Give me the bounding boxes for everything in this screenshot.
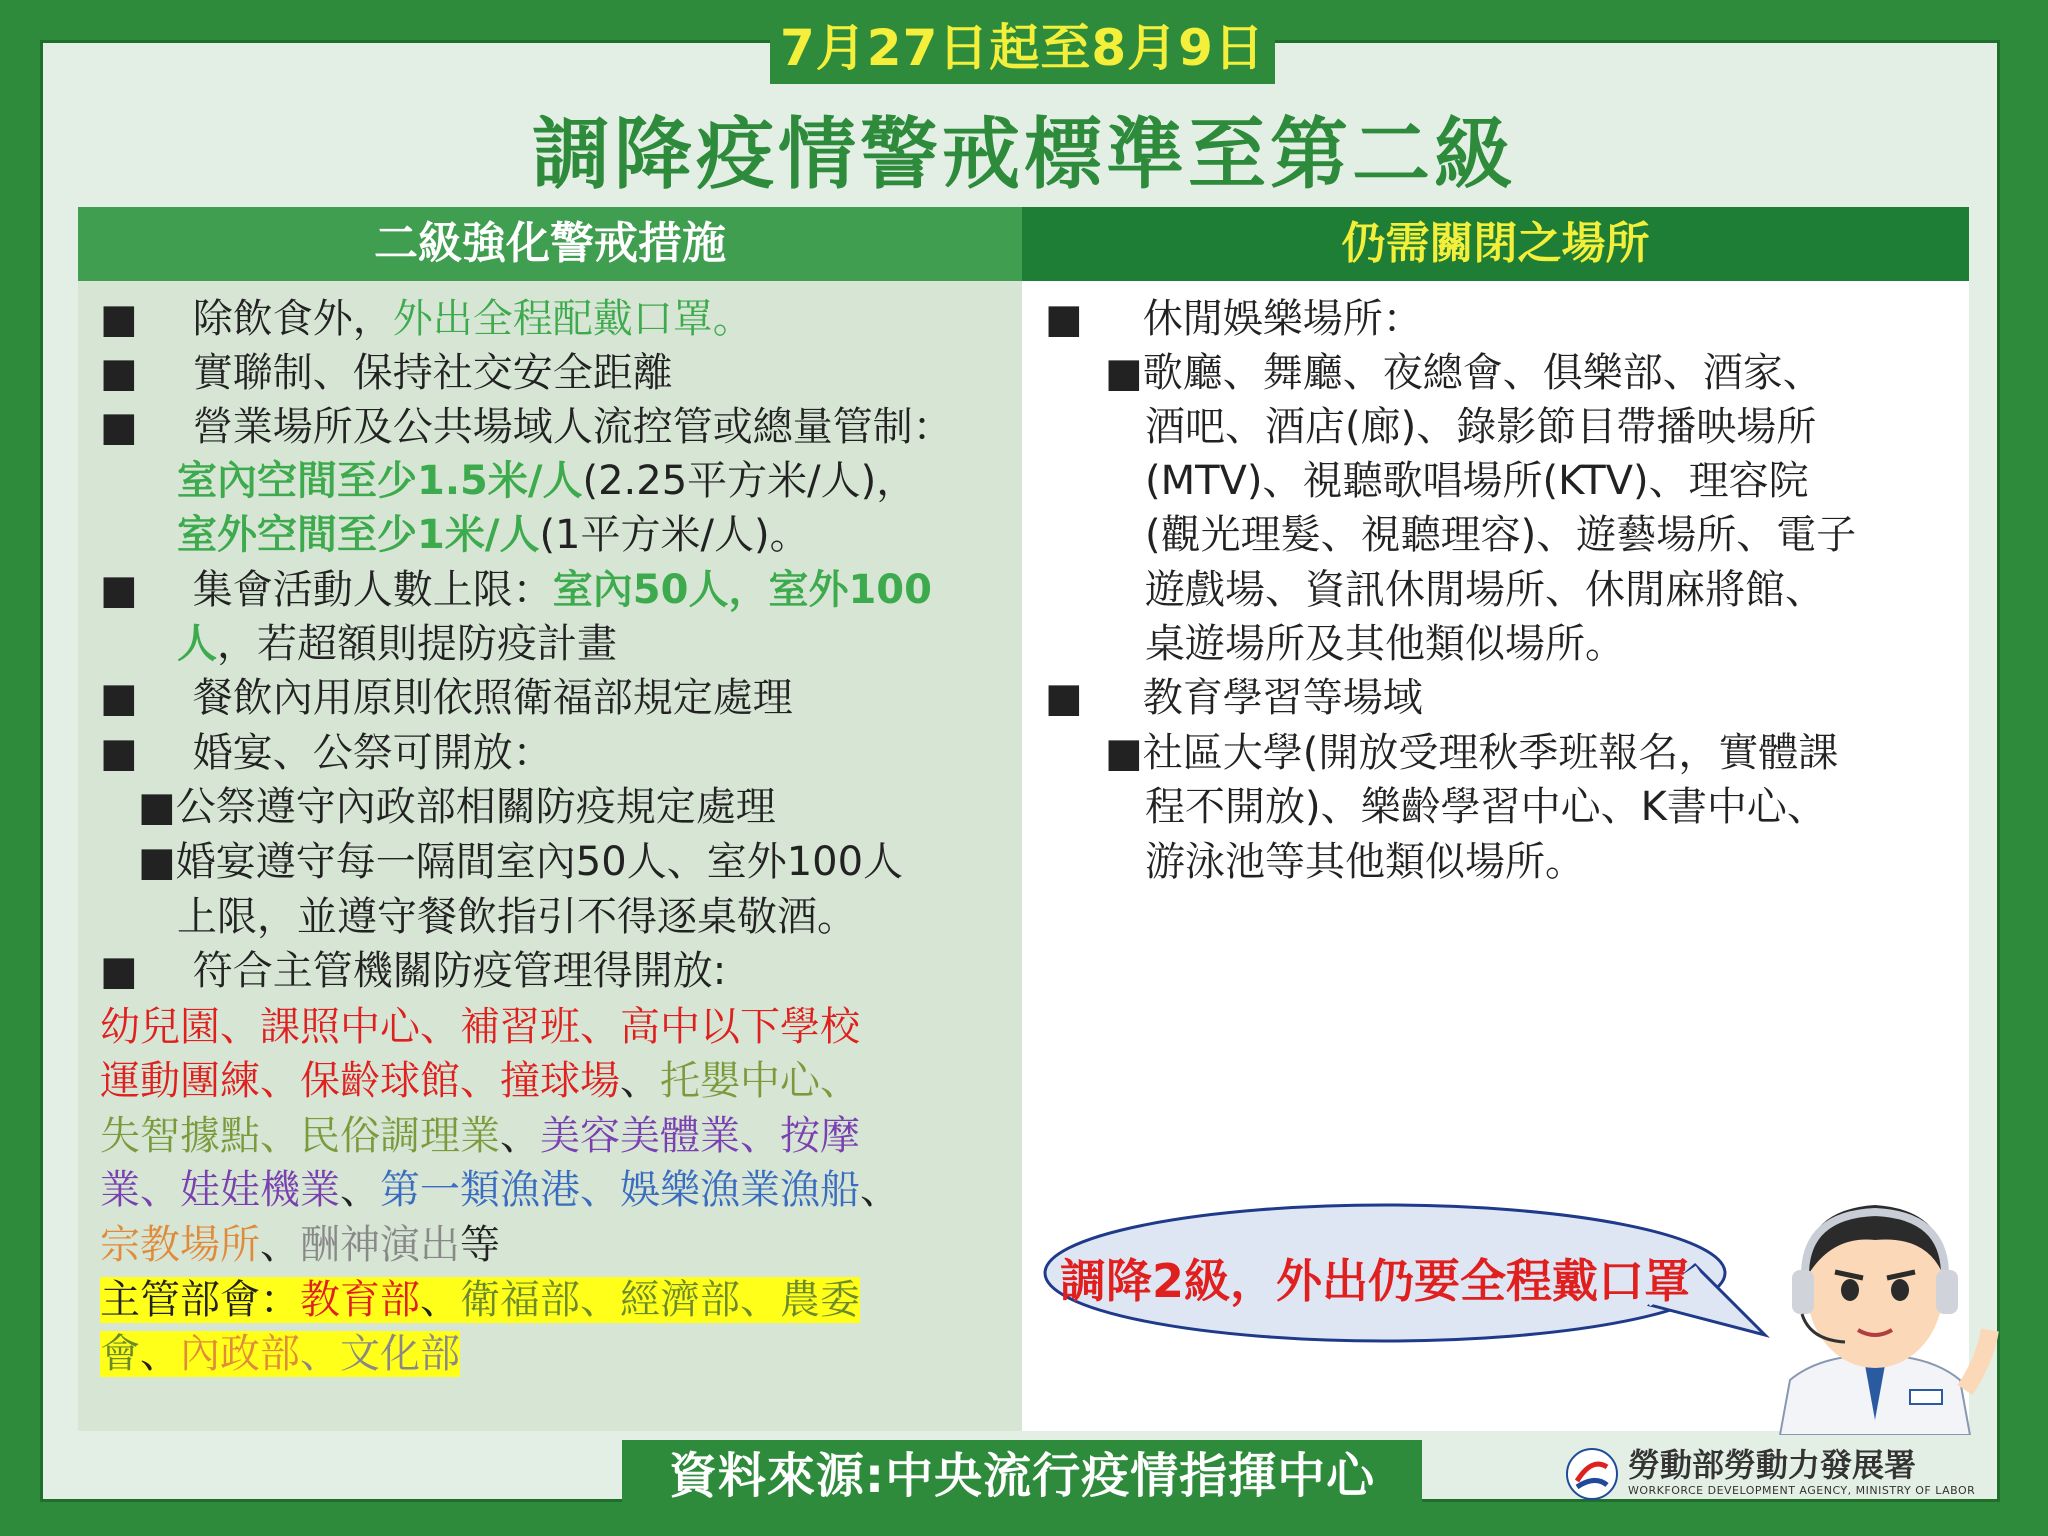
list-item: 室外空間至少1米/人(1平方米/人)。 xyxy=(177,512,810,558)
authorities-line: 主管部會：教育部、衛福部、經濟部、農委 xyxy=(100,1277,860,1323)
right-column-header: 仍需關閉之場所 xyxy=(1022,207,1969,281)
mascot-illustration xyxy=(1750,1190,2000,1435)
list-item: ■ 營業場所及公共場域人流控管或總量管制： xyxy=(100,404,953,450)
list-item: 幼兒園、課照中心、補習班、高中以下學校 xyxy=(100,1004,860,1050)
list-item: ■ 實聯制、保持社交安全距離 xyxy=(100,350,673,396)
list-item: ■ 符合主管機關防疫管理得開放: xyxy=(100,948,727,994)
list-item: ■ 除飲食外，外出全程配戴口罩。 xyxy=(100,296,753,342)
sub-list-item: ■歌廳、舞廳、夜總會、俱樂部、酒家、 xyxy=(1105,350,1823,396)
sub-list-item: (MTV)、視聽歌唱場所(KTV)、理容院 xyxy=(1145,458,1809,504)
sub-list-item: 酒吧、酒店(廊)、錄影節目帶播映場所 xyxy=(1145,404,1817,450)
left-column-header: 二級強化警戒措施 xyxy=(78,207,1022,281)
sub-list-item: 游泳池等其他類似場所。 xyxy=(1145,839,1585,885)
list-item: 業、娃娃機業、第一類漁港、娛樂漁業漁船、 xyxy=(100,1167,900,1213)
list-item: 室內空間至少1.5米/人(2.25平方米/人)， xyxy=(177,458,917,504)
list-item: 人，若超額則提防疫計畫 xyxy=(177,621,617,667)
sub-list-item: ■社區大學(開放受理秋季班報名，實體課 xyxy=(1105,730,1839,776)
list-item: ■ 婚宴、公祭可開放： xyxy=(100,730,553,776)
list-item: ■ 餐飲內用原則依照衛福部規定處理 xyxy=(100,675,793,721)
list-item: 運動團練、保齡球館、撞球場、托嬰中心、 xyxy=(100,1058,860,1104)
sub-list-item: ■公祭遵守內政部相關防疫規定處理 xyxy=(138,784,776,830)
list-item: ■ 集會活動人數上限：室內50人，室外100 xyxy=(100,567,932,613)
sub-list-item: (觀光理髮、視聽理容)、遊藝場所、電子 xyxy=(1145,512,1857,558)
list-item: ■ 教育學習等場域 xyxy=(1045,675,1423,721)
page-title: 調降疫情警戒標準至第二級 xyxy=(531,110,1516,200)
bubble-message: 調降2級，外出仍要全程戴口罩 xyxy=(1060,1254,1691,1308)
sub-list-item: 桌遊場所及其他類似場所。 xyxy=(1145,621,1625,667)
sub-list-item: 遊戲場、資訊休閒場所、休閒麻將館、 xyxy=(1145,567,1825,613)
sub-list-item: 程不開放)、樂齡學習中心、K書中心、 xyxy=(1145,784,1827,830)
sub-list-item: ■婚宴遵守每一隔間室內50人、室外100人 xyxy=(138,839,904,885)
agency-english-name: WORKFORCE DEVELOPMENT AGENCY, MINISTRY OF LABOR xyxy=(1628,1484,1976,1497)
list-item: ■ 休閒娛樂場所： xyxy=(1045,296,1423,342)
agency-logo-icon xyxy=(1565,1447,1619,1501)
date-range: 7月27日起至8月9日 xyxy=(770,12,1275,84)
sub-list-item: 上限，並遵守餐飲指引不得逐桌敬酒。 xyxy=(177,894,857,940)
list-item: 宗教場所、酬神演出等 xyxy=(100,1222,500,1268)
authorities-line: 會、內政部、文化部 xyxy=(100,1331,460,1377)
agency-name: 勞動部勞動力發展署 xyxy=(1628,1446,1917,1484)
list-item: 失智據點、民俗調理業、美容美體業、按摩 xyxy=(100,1113,860,1159)
source-banner: 資料來源:中央流行疫情指揮中心 xyxy=(622,1440,1422,1512)
